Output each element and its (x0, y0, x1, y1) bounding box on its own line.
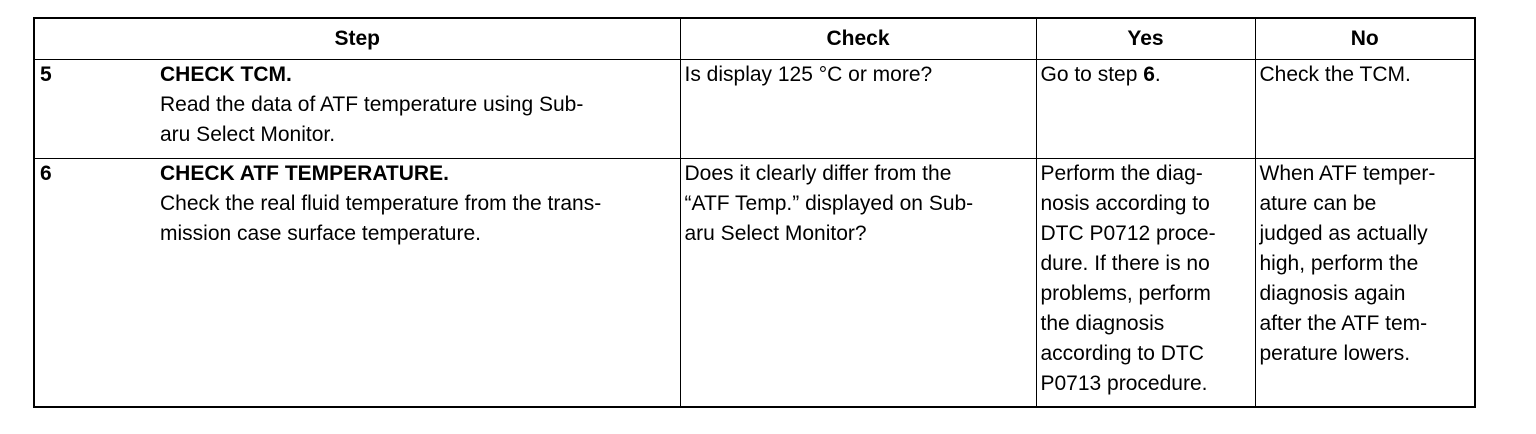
check-text-line: Is display 125 °C or more? (684, 63, 933, 86)
no-cell (1255, 60, 1474, 159)
yes-text-line: P0713 procedure. (1040, 372, 1208, 395)
step-text-line: Read the data of ATF temperature using Sub- (160, 93, 584, 116)
no-text-line: ature can be (1259, 192, 1377, 215)
yes-text-line (1041, 60, 1251, 90)
yes-text-line: DTC P0712 proce- (1040, 222, 1216, 245)
step-text-line: mission case surface temperature. (160, 222, 481, 245)
yes-text-line: nosis according to (1040, 192, 1210, 215)
diagnostic-table-frame (33, 17, 1476, 408)
table-row (35, 159, 1474, 409)
step-number: 5 (40, 63, 52, 86)
header-step: Step (35, 19, 680, 60)
check-text-line: aru Select Monitor? (684, 222, 867, 245)
check-cell (680, 159, 1036, 409)
step-number: 6 (40, 162, 52, 185)
no-text-line: judged as actually (1259, 222, 1428, 245)
step-text-line: aru Select Monitor. (160, 123, 336, 146)
yes-cell (1036, 60, 1255, 159)
no-text-line: high, perform the (1259, 252, 1419, 275)
step-title: CHECK ATF TEMPERATURE. (160, 162, 449, 185)
no-cell (1255, 159, 1474, 409)
yes-text-line: problems, perform (1040, 282, 1211, 305)
yes-text-line: dure. If there is no (1040, 252, 1210, 275)
yes-text-line: the diagnosis (1040, 312, 1165, 335)
yes-step-reference: 6 (1143, 63, 1155, 86)
step-text-line: Check the real fluid temperature from the trans- (160, 192, 602, 215)
table-row (35, 60, 1474, 159)
yes-cell (1036, 159, 1255, 409)
step-cell (35, 60, 680, 159)
check-cell (680, 60, 1036, 159)
check-text-line: Does it clearly differ from the (684, 162, 952, 185)
header-no: No (1255, 19, 1474, 60)
yes-prefix: Go to step (1040, 63, 1144, 86)
diagnostic-procedure-table (35, 19, 1474, 408)
no-text-line: perature lowers. (1259, 342, 1411, 365)
no-text-line: after the ATF tem- (1259, 312, 1428, 335)
no-text-line: diagnosis again (1259, 282, 1406, 305)
step-cell (35, 159, 680, 409)
yes-text-line: according to DTC (1040, 342, 1204, 365)
step-title: CHECK TCM. (160, 63, 292, 86)
yes-text-line: Perform the diag- (1040, 162, 1203, 185)
check-text-line: “ATF Temp.” displayed on Sub- (684, 192, 974, 215)
no-text-line: When ATF temper- (1259, 162, 1436, 185)
header-yes: Yes (1036, 19, 1255, 60)
table-header-row (35, 19, 1474, 60)
no-text-line: Check the TCM. (1259, 63, 1411, 86)
header-check: Check (680, 19, 1036, 60)
yes-suffix: . (1154, 63, 1161, 86)
